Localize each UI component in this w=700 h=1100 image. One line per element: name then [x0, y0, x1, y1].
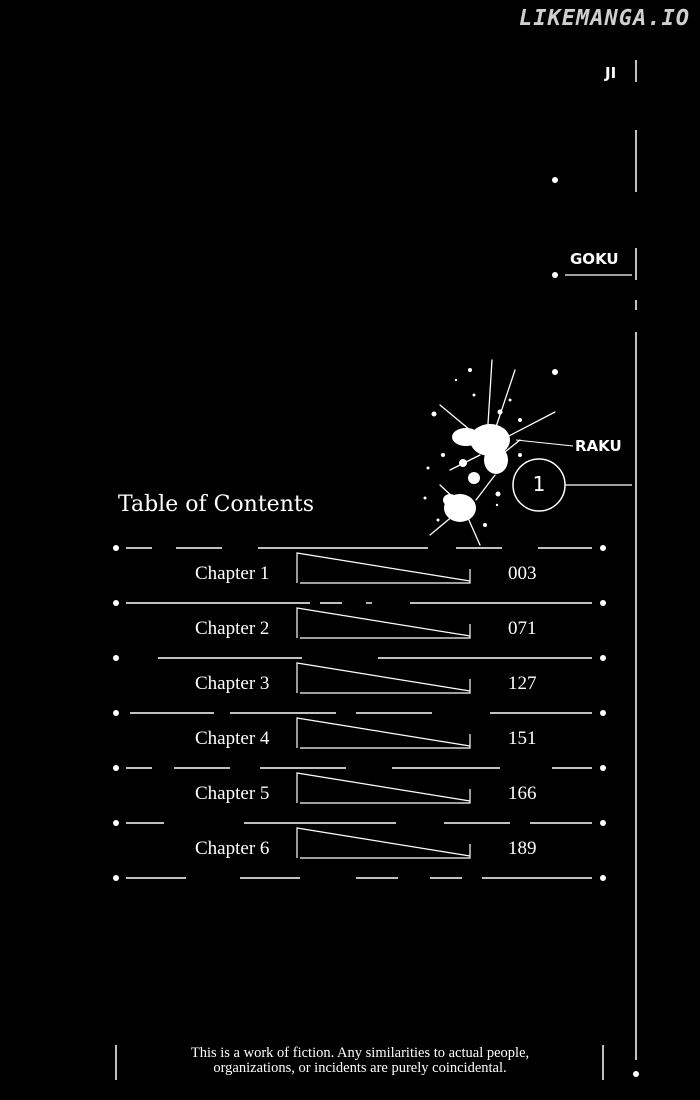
toc-dot	[600, 875, 606, 881]
disclaimer-line: organizations, or incidents are purely coincidental.	[213, 1060, 507, 1076]
chapter-page: 127	[508, 673, 537, 694]
toc-zigzag-bracket	[297, 773, 470, 803]
chapter-label: Chapter 5	[195, 783, 270, 804]
connector-dot	[552, 369, 558, 375]
chapter-label: Chapter 4	[195, 728, 270, 749]
connector-line	[516, 440, 573, 446]
title-word-ji: JI	[605, 64, 617, 82]
toc-dot	[113, 875, 119, 881]
spine-end-dot	[633, 1071, 639, 1077]
toc-dot	[600, 655, 606, 661]
chapter-page: 151	[508, 728, 537, 749]
toc-dot	[113, 545, 119, 551]
chapter-label: Chapter 1	[195, 563, 270, 584]
toc-zigzag-bracket	[297, 718, 470, 748]
toc-dot	[600, 820, 606, 826]
chapter-page: 189	[508, 838, 537, 859]
toc-zigzag-bracket	[297, 828, 470, 858]
toc-heading: Table of Contents	[118, 492, 315, 517]
toc-dot	[113, 820, 119, 826]
chapter-page: 071	[508, 618, 537, 639]
toc-zigzag-bracket	[297, 608, 470, 638]
title-word-goku: GOKU	[570, 250, 619, 268]
disclaimer-line: This is a work of fiction. Any similarities to actual people,	[190, 1045, 530, 1061]
volume-number: 1	[532, 472, 546, 496]
title-word-raku: RAKU	[575, 437, 622, 455]
toc-dot	[113, 710, 119, 716]
toc-zigzag-bracket	[297, 553, 470, 583]
connector-dot	[552, 177, 558, 183]
toc-dot	[113, 655, 119, 661]
toc-dot	[113, 600, 119, 606]
toc-dot	[113, 765, 119, 771]
chapter-label: Chapter 6	[195, 838, 270, 859]
chapter-label: Chapter 2	[195, 618, 270, 639]
toc-zigzag	[297, 553, 470, 858]
toc-dot	[600, 600, 606, 606]
disclaimer	[140, 1046, 580, 1076]
chapter-page: 166	[508, 783, 537, 804]
toc-dot	[600, 710, 606, 716]
toc-separators	[126, 548, 592, 878]
toc-dot	[600, 765, 606, 771]
chapter-page: 003	[508, 563, 537, 584]
toc-zigzag-bracket	[297, 663, 470, 693]
toc-dot	[600, 545, 606, 551]
connector-dot	[552, 272, 558, 278]
watermark: LIKEMANGA.IO	[519, 6, 690, 31]
chapter-label: Chapter 3	[195, 673, 270, 694]
